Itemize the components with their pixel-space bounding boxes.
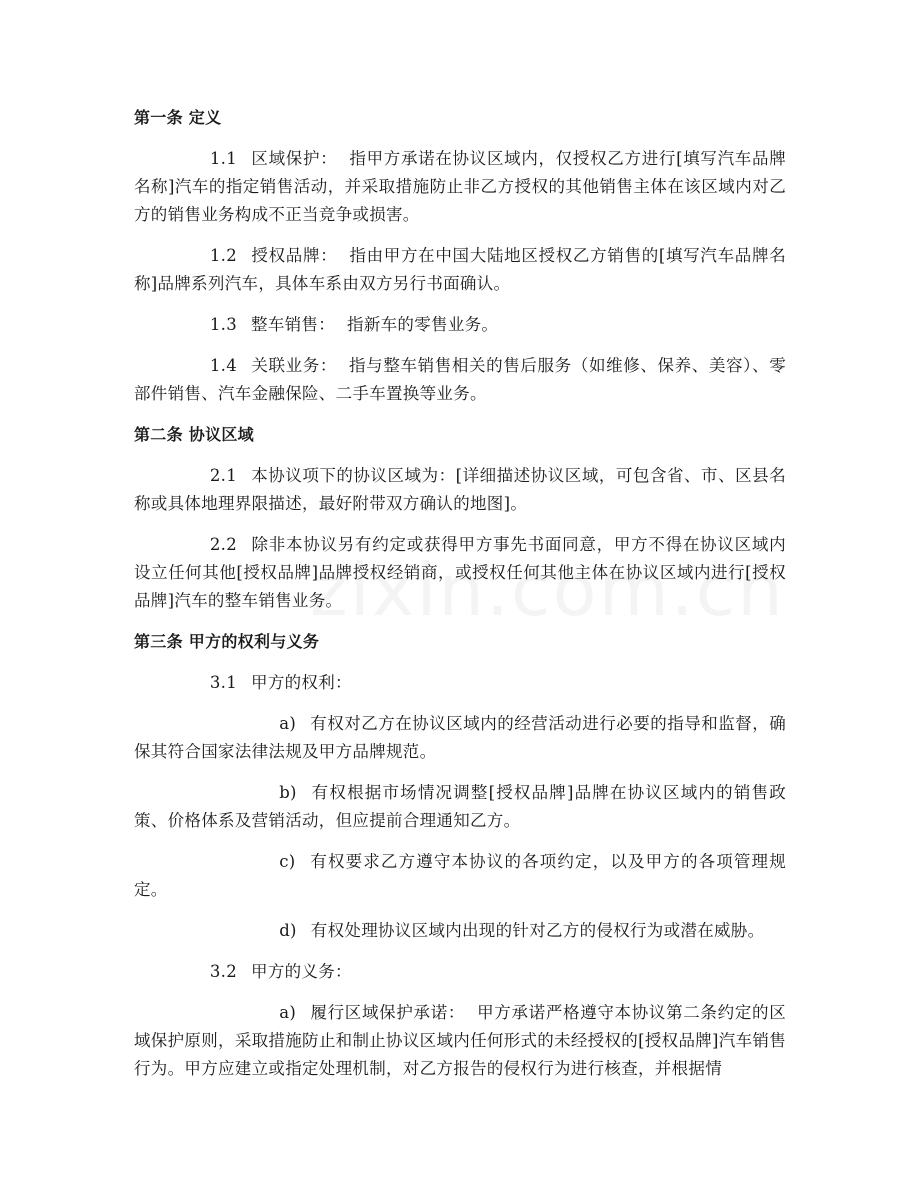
- clause-term: 关联业务：: [251, 356, 338, 375]
- clause-3-2-a: [134, 999, 786, 1083]
- clause-1-3: [134, 311, 786, 339]
- clause-1-4: [134, 352, 786, 408]
- sub-clause-letter: a): [279, 714, 297, 733]
- clause-text: 本协议项下的协议区域为：[详细描述协议区域，可包含省、市、区县名称或具体地理界限描述，最好附带双方确认的地图]。: [134, 466, 786, 513]
- clause-2-2: [134, 531, 786, 615]
- clause-text: 有权对乙方在协议区域内的经营活动进行必要的指导和监督，确保其符合国家法律法规及甲方品牌规范。: [134, 714, 786, 761]
- clause-2-1: [134, 462, 786, 518]
- clause-3-1-c: [134, 848, 786, 904]
- clause-text: 甲方承诺严格遵守本协议第二条约定的区域保护原则，采取措施防止和制止协议区域内任何形式的未经授权的[授权品牌]汽车销售行为。甲方应建立或指定处理机制，对乙方报告的侵权行为进行核查，并根据情: [134, 1003, 786, 1078]
- clause-text: 指与整车销售相关的售后服务（如维修、保养、美容）、零部件销售、汽车金融保险、二手车置换等业务。: [134, 356, 787, 403]
- clause-text: 指甲方承诺在协议区域内，仅授权乙方进行[填写汽车品牌名称]汽车的指定销售活动，并采取措施防止非乙方授权的其他销售主体在该区域内对乙方的销售业务构成不正当竞争或损害。: [134, 149, 786, 224]
- clause-text: 指新车的零售业务。: [347, 315, 499, 334]
- clause-text: 有权根据市场情况调整[授权品牌]品牌在协议区域内的销售政策、价格体系及营销活动，但应提前合理通知乙方。: [134, 783, 786, 830]
- clause-3-1-a: [134, 710, 786, 766]
- article-3-title: 第三条 甲方的权利与义务: [134, 632, 320, 651]
- article-2-title: 第二条 协议区域: [134, 425, 254, 444]
- clause-term: 授权品牌：: [251, 246, 338, 265]
- sub-clause-letter: c): [279, 852, 296, 871]
- clause-3-2: [134, 958, 786, 986]
- clause-number: 1.2: [209, 246, 238, 265]
- clause-1-1: [134, 145, 786, 229]
- clause-text: 指由甲方在中国大陆地区授权乙方销售的[填写汽车品牌名称]品牌系列汽车，具体车系由双方另行书面确认。: [134, 246, 786, 293]
- clause-3-1: [134, 669, 786, 697]
- clause-number: 1.4: [209, 356, 238, 375]
- clause-number: 1.3: [209, 315, 238, 334]
- clause-label: 甲方的义务：: [251, 962, 352, 981]
- clause-number: 3.1: [209, 673, 238, 692]
- sub-clause-letter: b): [279, 783, 297, 802]
- clause-number: 2.1: [209, 466, 238, 485]
- document-body: [134, 104, 786, 1096]
- clause-term: 区域保护：: [251, 149, 338, 168]
- clause-number: 3.2: [209, 962, 238, 981]
- clause-term: 履行区域保护承诺：: [310, 1003, 466, 1022]
- clause-number: 2.2: [209, 535, 238, 554]
- clause-text: 除非本协议另有约定或获得甲方事先书面同意，甲方不得在协议区域内设立任何其他[授权品牌]品牌授权经销商，或授权任何其他主体在协议区域内进行[授权品牌]汽车的整车销售业务。: [134, 535, 786, 610]
- clause-text: 有权要求乙方遵守本协议的各项约定，以及甲方的各项管理规定。: [134, 852, 786, 899]
- clause-3-1-b: [134, 779, 786, 835]
- clause-text: 有权处理协议区域内出现的针对乙方的侵权行为或潜在威胁。: [310, 921, 765, 940]
- sub-clause-letter: a): [279, 1003, 297, 1022]
- clause-term: 整车销售：: [251, 315, 336, 334]
- clause-1-2: [134, 242, 786, 298]
- sub-clause-letter: d): [279, 921, 297, 940]
- article-1-title: 第一条 定义: [134, 108, 222, 127]
- clause-3-1-d: [134, 917, 786, 945]
- clause-label: 甲方的权利：: [251, 673, 352, 692]
- clause-number: 1.1: [209, 149, 238, 168]
